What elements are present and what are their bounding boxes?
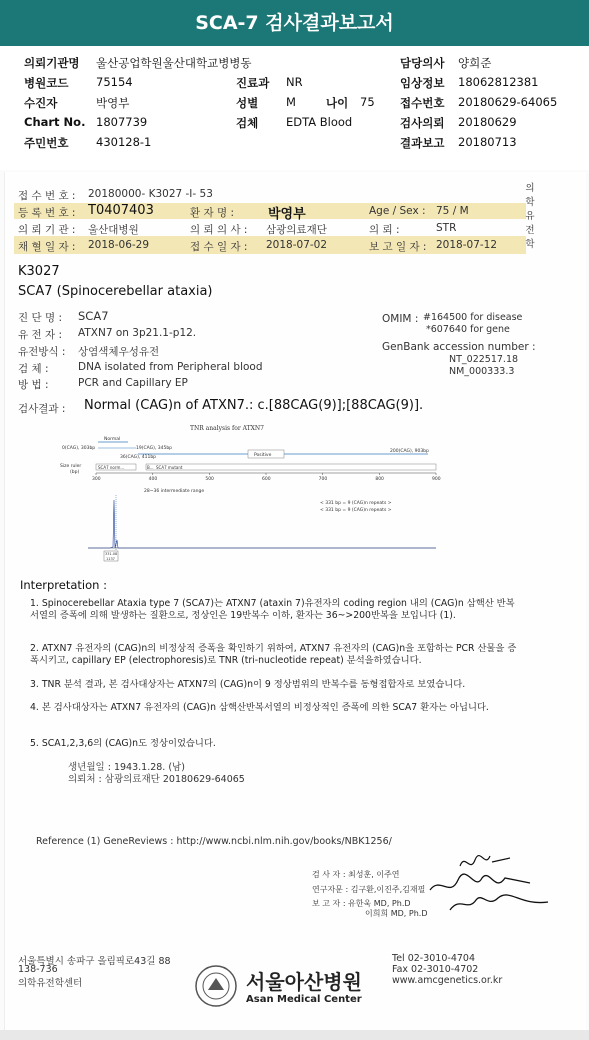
label-b: B...	[147, 465, 154, 470]
genbank-2: NM_000333.3	[449, 366, 515, 377]
institution-value: 울산대병원	[88, 224, 139, 236]
header-label-0-2: 담당의사	[400, 56, 445, 70]
label-200cag: 200(CAG), 903bp	[390, 449, 429, 454]
gene-value: ATXN7 on 3p21.1-p12.	[78, 327, 197, 339]
header-age-label: 나이	[326, 96, 349, 110]
svg-text:1137: 1137	[106, 557, 115, 561]
header-label-3-1: 검체	[236, 116, 259, 130]
hospital-name-ko: 서울아산병원	[246, 970, 362, 994]
footer-web[interactable]: www.amcgenetics.or.kr	[392, 975, 503, 986]
vertical-dept-label: 의 학 유 전 학	[525, 183, 535, 250]
birth-date: 생년월일 : 1943.1.28. (남)	[68, 762, 185, 773]
received-value: 2018-07-02	[266, 239, 328, 251]
institution-label: 의 뢰 기 관 :	[18, 224, 76, 236]
footer-zip: 138-736	[18, 964, 58, 975]
tnr-graph	[58, 420, 448, 570]
diag-value: SCA7	[78, 309, 109, 323]
agesex-label: Age / Sex :	[369, 205, 426, 217]
method-label: 방 법 :	[18, 379, 49, 391]
label-0cag: 0(CAG), 303bp	[62, 446, 96, 451]
header-value-2-1: M	[286, 95, 296, 109]
result-value: Normal (CAG)n of ATXN7.: c.[88CAG(9)];[88CAG(9)].	[84, 398, 424, 413]
peak-annotation-2: < 331 bp = 9 (CAG)n repeats >	[320, 508, 392, 513]
handwritten-signatures	[420, 848, 560, 918]
test-name: SCA7 (Spinocerebellar ataxia)	[18, 284, 213, 299]
specimen-value: DNA isolated from Peripheral blood	[78, 361, 263, 373]
receipt-label: 접 수 번 호 :	[18, 190, 76, 202]
label-positive: Positive	[254, 453, 272, 458]
header-label-2-2: 접수번호	[400, 96, 445, 110]
reported-label: 보 고 일 자 :	[369, 241, 427, 253]
graph-title: TNR analysis for ATXN7	[190, 425, 264, 432]
header-value-3-0: 1807739	[96, 115, 148, 129]
method-value: PCR and Capillary EP	[78, 377, 188, 389]
physician-label: 의 뢰 의 사 :	[190, 224, 248, 236]
ruler-tick-label: 600	[262, 477, 271, 482]
header-label-3-0: Chart No.	[24, 115, 86, 129]
receipt-value: 20180000- K3027 -I- 53	[88, 188, 213, 200]
interp-p2: 2. ATXN7 유전자의 (CAG)n의 비정상적 증폭을 확인하기 위하여, ATXN7 유전자의 (CAG)n을 포함하는 PCR 산물을 증폭시키고, capillary EP (electrophoresis)로 TNR (tri-nucleotide repeat) 분석을하였습니다.	[30, 643, 517, 666]
agesex-value: 75 / M	[436, 205, 469, 217]
genbank-label: GenBank accession number :	[382, 341, 536, 353]
reg-value: T0407403	[88, 203, 154, 218]
asan-foundation-logo	[194, 964, 238, 1008]
reported-value: 2018-07-12	[436, 239, 498, 251]
header-value-3-2: 20180629	[458, 115, 517, 129]
reporter2: 이희희 MD, Ph.D	[365, 909, 428, 918]
label-36cag: 36(CAG), 411bp	[120, 455, 157, 460]
ruler-tick-label: 700	[318, 477, 328, 482]
header-value-0-0: 울산공업학원울산대학교병병동	[96, 56, 252, 70]
label-sca7-norm: SCA7 norm...	[98, 465, 125, 470]
header-value-1-0: 75154	[96, 75, 133, 89]
header-label-4-2: 결과보고	[400, 136, 445, 150]
header-label-1-0: 병원코드	[24, 76, 69, 90]
header-value-3-1: EDTA Blood	[286, 115, 353, 129]
ruler-tick-label: 900	[432, 477, 441, 482]
ward-value: STR	[436, 222, 457, 234]
label-intermediate: 28~36 intermediate range	[144, 489, 205, 494]
hospital-name-en: Asan Medical Center	[246, 994, 362, 1005]
collect-label: 채 혈 일 자 :	[18, 241, 76, 253]
header-value-2-2: 20180629-64065	[458, 95, 558, 109]
peak-label: 331.08	[105, 552, 118, 556]
peak-annotation-1: < 331 bp = 9 (CAG)n repeats >	[320, 501, 392, 506]
header-value-4-0: 430128-1	[96, 135, 152, 149]
footer-tel: Tel 02-3010-4704	[392, 953, 475, 964]
collect-value: 2018-06-29	[88, 239, 150, 251]
patient-label: 환 자 명 :	[190, 207, 234, 219]
label-normal: Normal	[104, 437, 121, 442]
header-value-1-2: 18062812381	[458, 75, 539, 89]
examiner: 검 사 자 : 최성훈, 이주연	[312, 870, 400, 879]
interp-p1: 1. Spinocerebellar Ataxia type 7 (SCA7)는 ATXN7 (ataxin 7)유전자의 coding region 내의 (CAG)n 삼핵산 반복서열의 증폭에 의해 발생하는 질환으로, 정상인은 19반복수 이하, 환자는 36~>200반복을 보입니다 (1).	[30, 598, 515, 621]
header-label-1-2: 임상정보	[400, 76, 445, 90]
header-value-0-2: 양희준	[458, 56, 492, 70]
interp-heading: Interpretation :	[20, 578, 107, 592]
header-label-2-0: 수진자	[24, 96, 58, 110]
genbank-1: NT_022517.18	[449, 354, 519, 365]
physician-value: 삼광의료재단	[266, 224, 327, 236]
header-value-1-1: NR	[286, 75, 303, 89]
header-label-1-1: 진료과	[236, 76, 270, 90]
header-value-4-2: 20180713	[458, 135, 517, 149]
interp-p5: 5. SCA1,2,3,6의 (CAG)n도 정상이었습니다.	[30, 738, 216, 749]
ruler-tick-label: 400	[148, 477, 158, 482]
patient-value: 박영부	[268, 207, 306, 222]
header-value-2-0: 박영부	[96, 96, 130, 110]
ward-label: 의 뢰 :	[369, 224, 400, 236]
ruler-tick-label: 800	[375, 477, 384, 482]
header-age-value: 75	[360, 95, 375, 109]
interp-p3: 3. TNR 분석 결과, 본 검사대상자는 ATXN7의 (CAG)n이 9 정상범위의 반복수를 동형접합자로 보였습니다.	[30, 679, 466, 690]
omim-label: OMIM :	[382, 313, 419, 325]
label-sca7-mutant: SCA7 mutant	[156, 465, 183, 470]
reg-label: 등 록 번 호 :	[18, 207, 76, 219]
label-19cag: 19(CAG), 345bp	[136, 446, 173, 451]
result-label: 검사결과 :	[18, 403, 66, 415]
header-label-2-1: 성별	[236, 96, 259, 110]
size-ruler-ticks	[92, 473, 441, 482]
received-label: 접 수 일 자 :	[190, 241, 248, 253]
report-title-banner: SCA-7 검사결과보고서	[0, 0, 589, 46]
header-label-3-2: 검사의뢰	[400, 116, 445, 130]
gene-label: 유 전 자 :	[18, 329, 62, 341]
researcher: 연구자문 : 김구환,이진주,김재필	[312, 885, 426, 894]
ruler-tick-label: 300	[92, 477, 101, 482]
bottom-strip	[0, 1030, 589, 1040]
interp-p4: 4. 본 검사대상자는 ATXN7 유전자의 (CAG)n 삼핵산반복서열의 비정상적인 증폭에 의한 SCA7 환자는 아닙니다.	[30, 702, 489, 713]
ruler-tick-label: 500	[205, 477, 214, 482]
omim-gene: *607640 for gene	[426, 324, 510, 335]
footer-dept: 의학유전학센터	[18, 978, 83, 989]
inherit-value: 상염색체우성유전	[78, 346, 160, 358]
footer-address: 서울특별시 송파구 올림픽로43길 88	[18, 956, 171, 967]
header-label-0-0: 의뢰기관명	[24, 56, 80, 70]
inherit-label: 유전방식 :	[18, 346, 66, 358]
footer-fax: Fax 02-3010-4702	[392, 964, 479, 975]
specimen-label: 검 체 :	[18, 363, 49, 375]
label-size-ruler: Size ruler	[60, 464, 82, 469]
test-code: K3027	[18, 264, 60, 279]
requester: 의뢰처 : 삼광의료재단 20180629-64065	[68, 774, 245, 785]
header-label-4-0: 주민번호	[24, 136, 69, 150]
reporter: 보 고 자 : 유한욱 MD, Ph.D	[312, 899, 411, 908]
reference: Reference (1) GeneReviews : http://www.ncbi.nlm.nih.gov/books/NBK1256/	[36, 836, 392, 847]
diag-label: 진 단 명 :	[18, 312, 62, 324]
label-bp: (bp)	[70, 470, 80, 475]
omim-disease: #164500 for disease	[423, 312, 523, 323]
